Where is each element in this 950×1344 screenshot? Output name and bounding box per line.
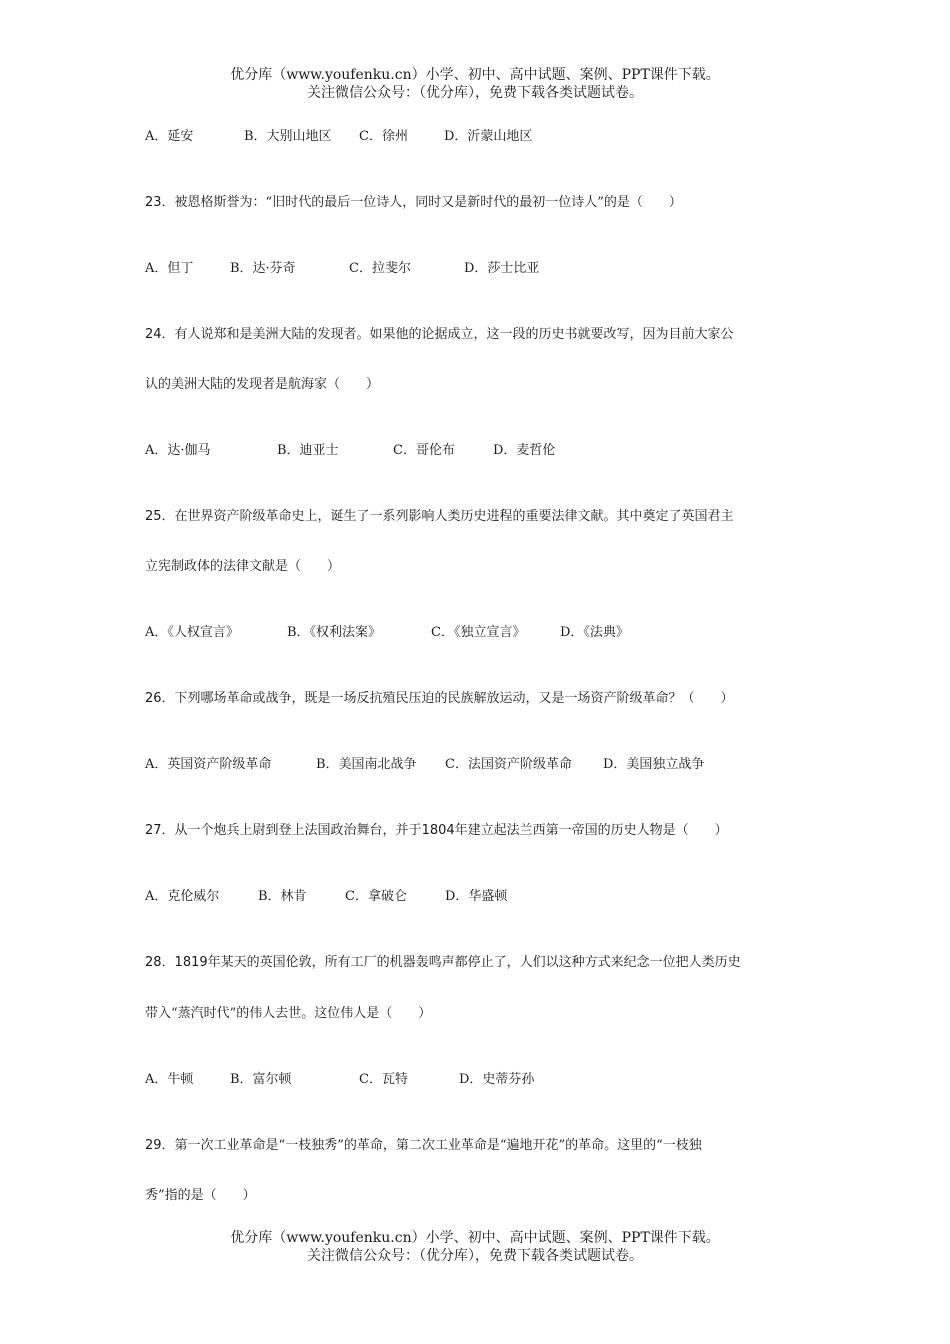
question-text-line-2: 认的美洲大陆的发现者是航海家（ ） [145, 377, 380, 392]
option-c: C．瓦特 [359, 1072, 408, 1087]
page-header [0, 66, 950, 102]
option-d: D．麦哲伦 [493, 443, 556, 458]
option-b: B．美国南北战争 [316, 757, 417, 772]
footer-line-1: 优分库（www.youfenku.cn）小学、初中、高中试题、案例、PPT课件下载。 [230, 1230, 720, 1246]
option-c: C．拿破仑 [345, 889, 407, 904]
option-b: B．富尔顿 [230, 1072, 292, 1087]
question-27 [145, 823, 728, 839]
question-25 [145, 509, 734, 525]
option-d: D．华盛顿 [445, 889, 508, 904]
question-24 [145, 327, 734, 343]
option-b: B．大别山地区 [244, 129, 332, 144]
question-25-continued [145, 559, 340, 575]
question-text-line-2: 秀”指的是（ ） [145, 1188, 256, 1203]
question-text: 被恩格斯誉为：“旧时代的最后一位诗人，同时又是新时代的最初一位诗人”的是（ ） [174, 195, 682, 210]
option-d: D．《法典》 [560, 625, 629, 640]
option-b: B．林肯 [258, 889, 307, 904]
option-c: C．哥伦布 [393, 443, 455, 458]
question-text-part-1: 从一个炮兵上尉到登上法国政治舞台，并于 [174, 823, 422, 838]
page-footer [0, 1229, 950, 1265]
question-text-line-1: 在世界资产阶级革命史上，诞生了一系列影响人类历史进程的重要法律文献。其中奠定了英国君主 [174, 509, 734, 524]
question-number: 23． [145, 195, 175, 210]
question-text-line-2: 带入“蒸汽时代”的伟人去世。这位伟人是（ ） [145, 1006, 432, 1021]
question-text-line-1: 年某天的英国伦敦，所有工厂的机器轰鸣声都停止了，人们以这种方式来纪念一位把人类历史 [207, 955, 741, 970]
option-a: A．达·伽马 [145, 443, 211, 458]
question-23 [145, 195, 682, 211]
option-a: A．《人权宣言》 [145, 625, 239, 640]
question-text-part-2: 年建立起法兰西第一帝国的历史人物是（ ） [454, 823, 728, 838]
option-a: A．但丁 [145, 261, 194, 276]
question-text: 下列哪场革命或战争，既是一场反抗殖民压迫的民族解放运动，又是一场资产阶级革命？（ ） [174, 691, 734, 706]
option-a: A．延安 [145, 129, 194, 144]
question-year: 1819 [174, 955, 208, 970]
option-b: B．迪亚士 [277, 443, 339, 458]
option-d: D．美国独立战争 [603, 757, 705, 772]
option-b: B．《权利法案》 [287, 625, 382, 640]
question-number: 28． [145, 955, 175, 970]
question-year: 1804 [421, 823, 455, 838]
option-c: C．《独立宣言》 [431, 625, 526, 640]
question-text-line-1: 第一次工业革命是“一枝独秀”的革命，第二次工业革命是“遍地开花”的革命。这里的“一枝独 [174, 1138, 702, 1153]
option-c: C．法国资产阶级革命 [445, 757, 572, 772]
option-a: A．克伦威尔 [145, 889, 220, 904]
question-text-line-2: 立宪制政体的法律文献是（ ） [145, 559, 341, 574]
option-c: C．拉斐尔 [349, 261, 411, 276]
question-number: 29． [145, 1138, 175, 1153]
question-29 [145, 1138, 702, 1154]
question-number: 27． [145, 823, 175, 838]
question-29-continued [145, 1188, 256, 1204]
footer-line-2: 关注微信公众号：（优分库），免费下载各类试题试卷。 [307, 1248, 643, 1264]
question-24-continued [145, 377, 379, 393]
question-number: 24． [145, 327, 175, 342]
header-line-2: 关注微信公众号：（优分库），免费下载各类试题试卷。 [307, 85, 643, 101]
question-28-continued [145, 1006, 431, 1022]
option-a: A．英国资产阶级革命 [145, 757, 272, 772]
question-text-line-1: 有人说郑和是美洲大陆的发现者。如果他的论据成立，这一段的历史书就要改写，因为目前大家公 [174, 327, 734, 342]
question-number: 25． [145, 509, 175, 524]
option-c: C．徐州 [359, 129, 408, 144]
option-a: A．牛顿 [145, 1072, 194, 1087]
option-d: D．史蒂芬孙 [459, 1072, 535, 1087]
option-d: D．莎士比亚 [464, 261, 540, 276]
header-line-1: 优分库（www.youfenku.cn）小学、初中、高中试题、案例、PPT课件下载。 [230, 67, 720, 83]
question-26 [145, 691, 734, 707]
question-number: 26． [145, 691, 175, 706]
option-d: D．沂蒙山地区 [444, 129, 533, 144]
question-28 [145, 955, 741, 971]
option-b: B．达·芬奇 [230, 261, 296, 276]
